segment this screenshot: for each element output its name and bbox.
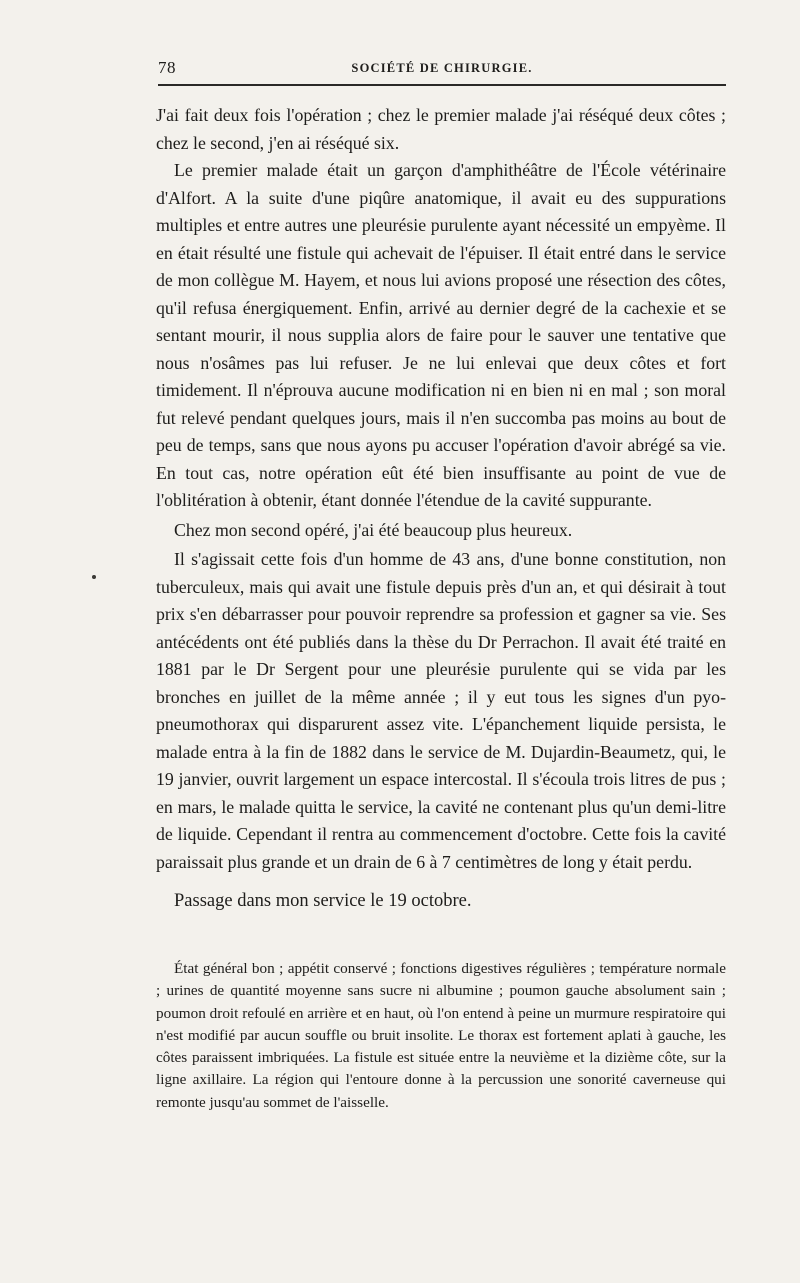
clinical-observation-text <box>156 958 726 1114</box>
paragraph-operations-summary: J'ai fait deux fois l'opération ; chez le premier malade j'ai réséqué deux côtes ; chez le second, j'en ai réséqué six. <box>156 105 726 153</box>
margin-mark <box>92 575 96 579</box>
running-title: SOCIÉTÉ DE CHIRURGIE. <box>351 61 533 75</box>
page-header <box>158 56 726 86</box>
main-body-text <box>156 102 726 916</box>
paragraph-clinical-state: État général bon ; appétit conservé ; fonctions digestives régulières ; température normale ; urines de quantité moyenne sans sucre ni albumine ; poumon gauche absolument sain ; poumon droit refoulé en arrière et en haut, où l'on entend à peine un murmure respiratoire qui n'est modifié par aucun souffle ou bruit insolite. Le thorax est fortement aplati à gauche, les côtes paraissent imbriquées. La fistule est située entre la neuvième et la dizième côte, sur la ligne axillaire. La région qui l'entoure donne à la percussion une sonorité caverneuse qui remonte jusqu'au sommet de l'aisselle. <box>156 960 726 1111</box>
paragraph-second-patient-history: Il s'agissait cette fois d'un homme de 43 ans, d'une bonne constitution, non tuberculeux, mais qui avait une fistule depuis près d'un an, et qui désirait à tout prix s'en débarrasser pour pouvoir reprendre sa profession et gagner sa vie. Ses antécédents ont été publiés dans la thèse du Dr Perrachon. Il avait été traité en 1881 par le Dr Sergent pour une pleurésie purulente qui se vida par les bronches en juillet de la même année ; il y eut tous les signes d'un pyo-pneumothorax qui disparurent assez vite. L'épanchement liquide persista, le malade entra à la fin de 1882 dans le service de M. Dujardin-Beaumetz, qui, le 19 janvier, ouvrit largement un espace intercostal. Il s'écoula trois litres de pus ; en mars, le malade quitta le service, la cavité ne contenant plus qu'un demi-litre de liquide. Cependant il rentra au commencement d'octobre. Cette fois la cavité paraissait plus grande et un drain de 6 à 7 centimètres de long y était perdu. <box>156 549 726 872</box>
page-number: 78 <box>158 58 176 77</box>
paragraph-admission-date: Passage dans mon service le 19 octobre. <box>174 891 472 911</box>
paragraph-second-patient-intro: Chez mon second opéré, j'ai été beaucoup plus heureux. <box>174 519 573 540</box>
paragraph-first-patient: Le premier malade était un garçon d'amphithéâtre de l'École vétérinaire d'Alfort. A la suite d'une piqûre anatomique, il avait eu des suppurations multiples et entre autres une pleurésie purulente ayant nécessité un empyème. Il en était résulté une fistule qui achevait de l'épuiser. Il était entré dans le service de mon collègue M. Hayem, et nous lui avions proposé une résection des côtes, qu'il refusa énergiquement. Enfin, arrivé au dernier degré de la cachexie et se sentant mourir, il nous supplia alors de faire pour le sauver une tentative que nous n'osâmes pas lui refuser. Je ne lui enlevai que deux côtes et fort timidement. Il n'éprouva aucune modification ni en bien ni en mal ; son moral fut relevé pendant quelques jours, mais il n'en succomba pas moins au bout de peu de temps, sans que nous ayons pu accuser l'opération d'avoir abrégé sa vie. En tout cas, notre opération eût été bien insuffisante au point de vue de l'oblitération à obtenir, étant donnée l'étendue de la cavité suppurante. <box>156 160 726 510</box>
